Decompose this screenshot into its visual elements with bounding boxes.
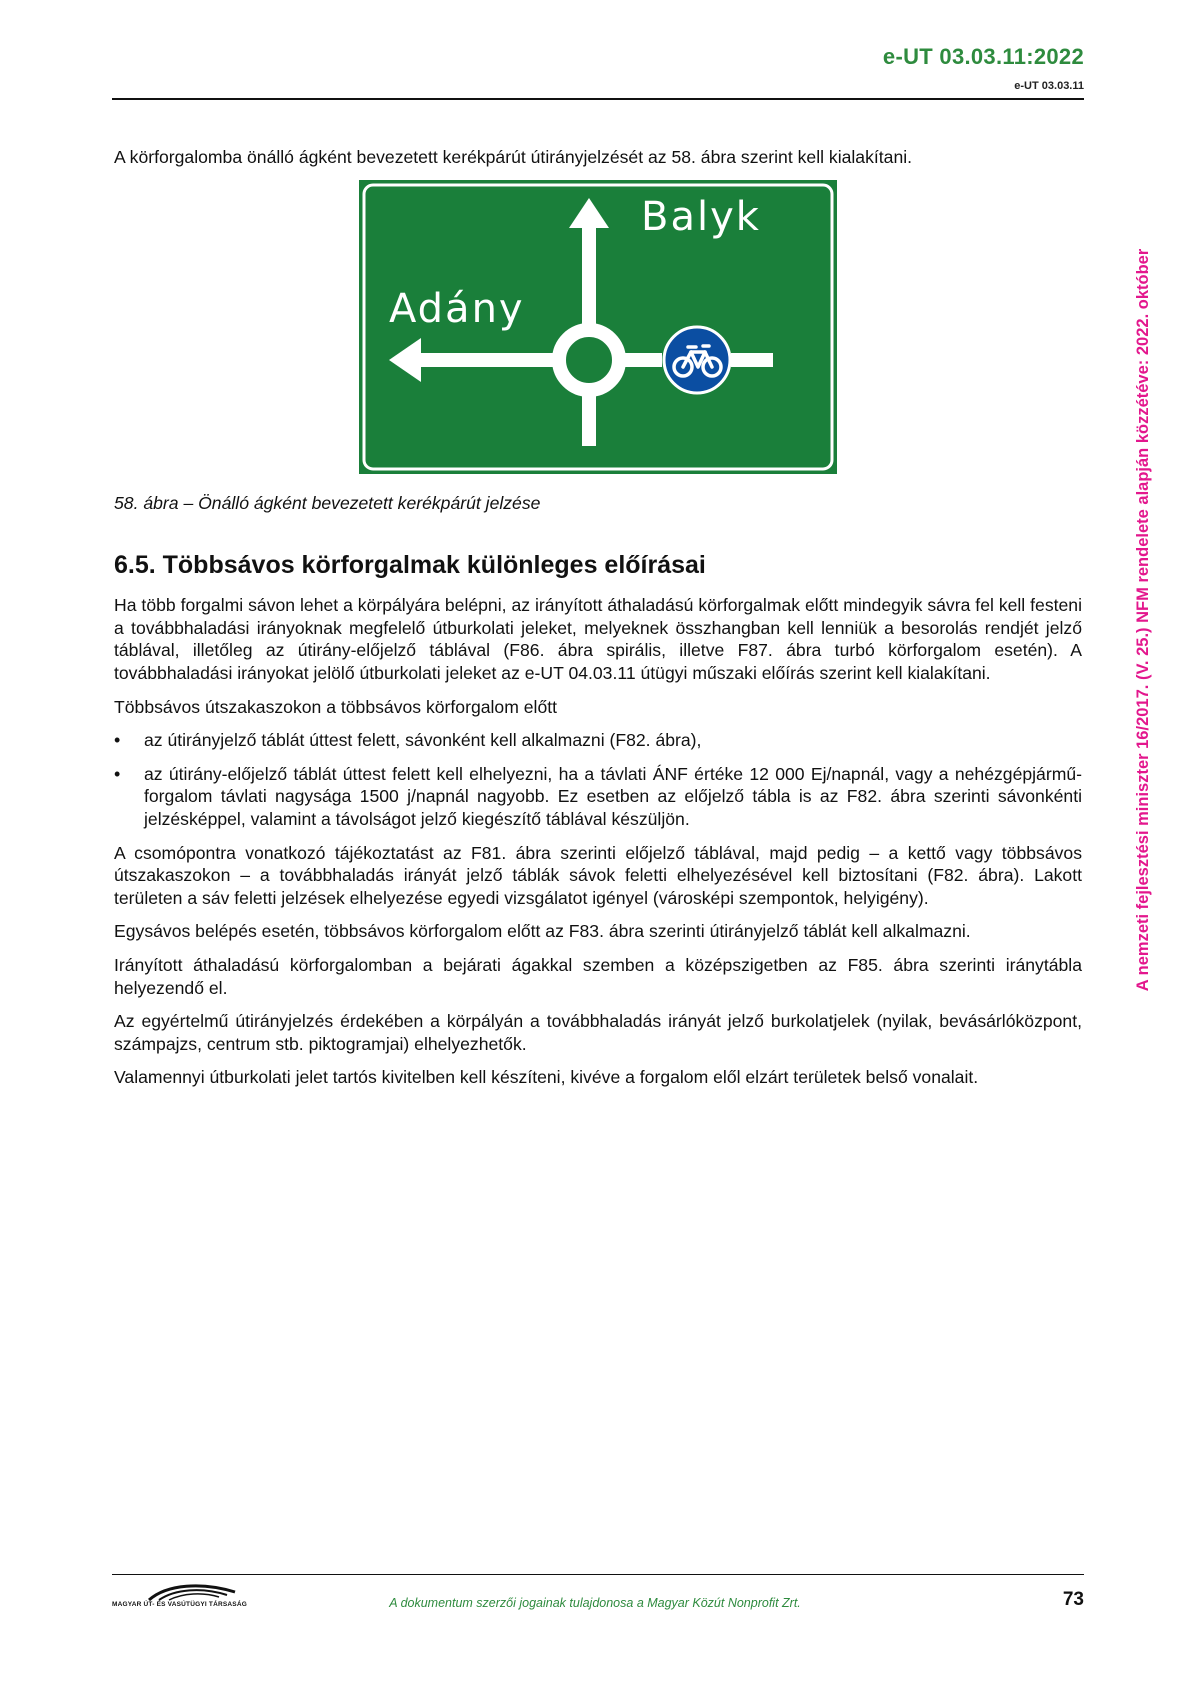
paragraph-4: Egysávos belépés esetén, többsávos körforgalom előtt az F83. ábra szerinti útirányjelző táblát kell alkalmazni. <box>114 921 971 942</box>
section-title: 6.5. Többsávos körforgalmak különleges előírásai <box>114 551 706 580</box>
paragraph-6: Az egyértelmű útirányjelzés érdekében a körpályán a továbbhaladás irányát jelző burkolatjelek (nyilak, bevásárlóközpont, számpajzs, centrum stb. piktogramjai) elhelyezhetők. <box>114 1011 1082 1054</box>
paragraph-1: Ha több forgalmi sávon lehet a körpályára belépni, az irányított áthaladású körforgalmak előtt mindegyik sávra fel kell festeni a továbbhaladási irányoknak megfelelő útburkolati jeleket, melyeknek összhangban kell lenniük a besorolás rendjét jelző táblával, illetőleg az útirány-előjelző táblával (F86. ábra spirális, illetve F87. ábra turbó körforgalom esetén). A továbbhaladási irányokat jelölő útburkolati jeleket az e-UT 04.03.11 útügyi műszaki előírás szerint kell kialakítani. <box>114 595 1082 683</box>
paragraph-5: Irányított áthaladású körforgalomban a bejárati ágakkal szemben a középszigetben az F85. ábra szerinti iránytábla helyezendő el. <box>114 954 1082 998</box>
footer-rule <box>112 1574 1084 1575</box>
right-arm-end <box>731 353 773 367</box>
intro-paragraph: A körforgalomba önálló ágként bevezetett kerékpárút útirányjelzését az 58. ábra szerint kell kialakítani. <box>114 147 913 167</box>
paragraph-7: Valamennyi útburkolati jelet tartós kivitelben kell készíteni, kivéve a forgalom elől elzárt területek belső vonalait. <box>114 1067 979 1088</box>
document-code: e-UT 03.03.11:2022 <box>882 44 1084 69</box>
paragraph-3: A csomópontra vonatkozó tájékoztatást az F81. ábra szerinti előjelző táblával, majd pedig – a kettő vagy többsávos útszakaszokon – a továbbhaladás irányát jelző táblák sávok feletti elhelyezésével kell biztosítani (F82. ábra). Lakott területen a sáv feletti jelzések elhelyezése egyedi vizsgálatot igényel (városképi szempontok, helyigény). <box>114 842 1082 908</box>
bullet-item-1: • az útirányjelző táblát úttest felett, sávonként kell alkalmazni (F82. ábra), <box>114 729 1082 752</box>
side-publication-note-text: A nemzeti fejlesztési miniszter 16/2017. (V. 25.) NFM rendelete alapján közzétéve: 2022. október <box>1134 248 1152 992</box>
header-rule <box>112 98 1084 100</box>
bullet-item-2: • az útirány-előjelző táblát úttest felett kell elhelyezni, ha a távlati ÁNF értéke 12 000 Ej/napnál, vagy a nehézgépjármű-forgalom távlati nagysága 1500 j/napnál nagyobb. Ez esetben az előjelző tábla is az F82. ábra szerinti sávonkénti jelzésképpel, valamint a távolságot jelző kiegészítő táblával készüljön. <box>114 763 1082 831</box>
copyright-note: A dokumentum szerzői jogainak tulajdonosa a Magyar Közút Nonprofit Zrt. <box>389 1596 801 1610</box>
bottom-arm <box>582 388 596 446</box>
bullet-list <box>114 729 1082 830</box>
top-arm <box>582 220 596 332</box>
roundabout-sign-figure <box>359 180 837 474</box>
paragraph-2: Többsávos útszakaszokon a többsávos körforgalom előtt <box>114 696 558 717</box>
side-publication-note <box>1134 170 1154 1070</box>
left-arm <box>419 353 561 367</box>
destination-left: Adány <box>389 285 525 332</box>
logo-text: MAGYAR ÚT- ÉS VASÚTÜGYI TÁRSASÁG <box>112 1601 247 1608</box>
page-number: 73 <box>1062 1589 1084 1610</box>
document-code-small: e-UT 03.03.11 <box>1014 80 1084 92</box>
roundabout-direction-sign <box>359 180 837 474</box>
right-arm <box>617 353 662 367</box>
destination-top: Balyk <box>641 193 761 240</box>
figure-caption: 58. ábra – Önálló ágként bevezetett kerékpárút jelzése <box>114 492 541 513</box>
page-content <box>114 146 1082 1100</box>
